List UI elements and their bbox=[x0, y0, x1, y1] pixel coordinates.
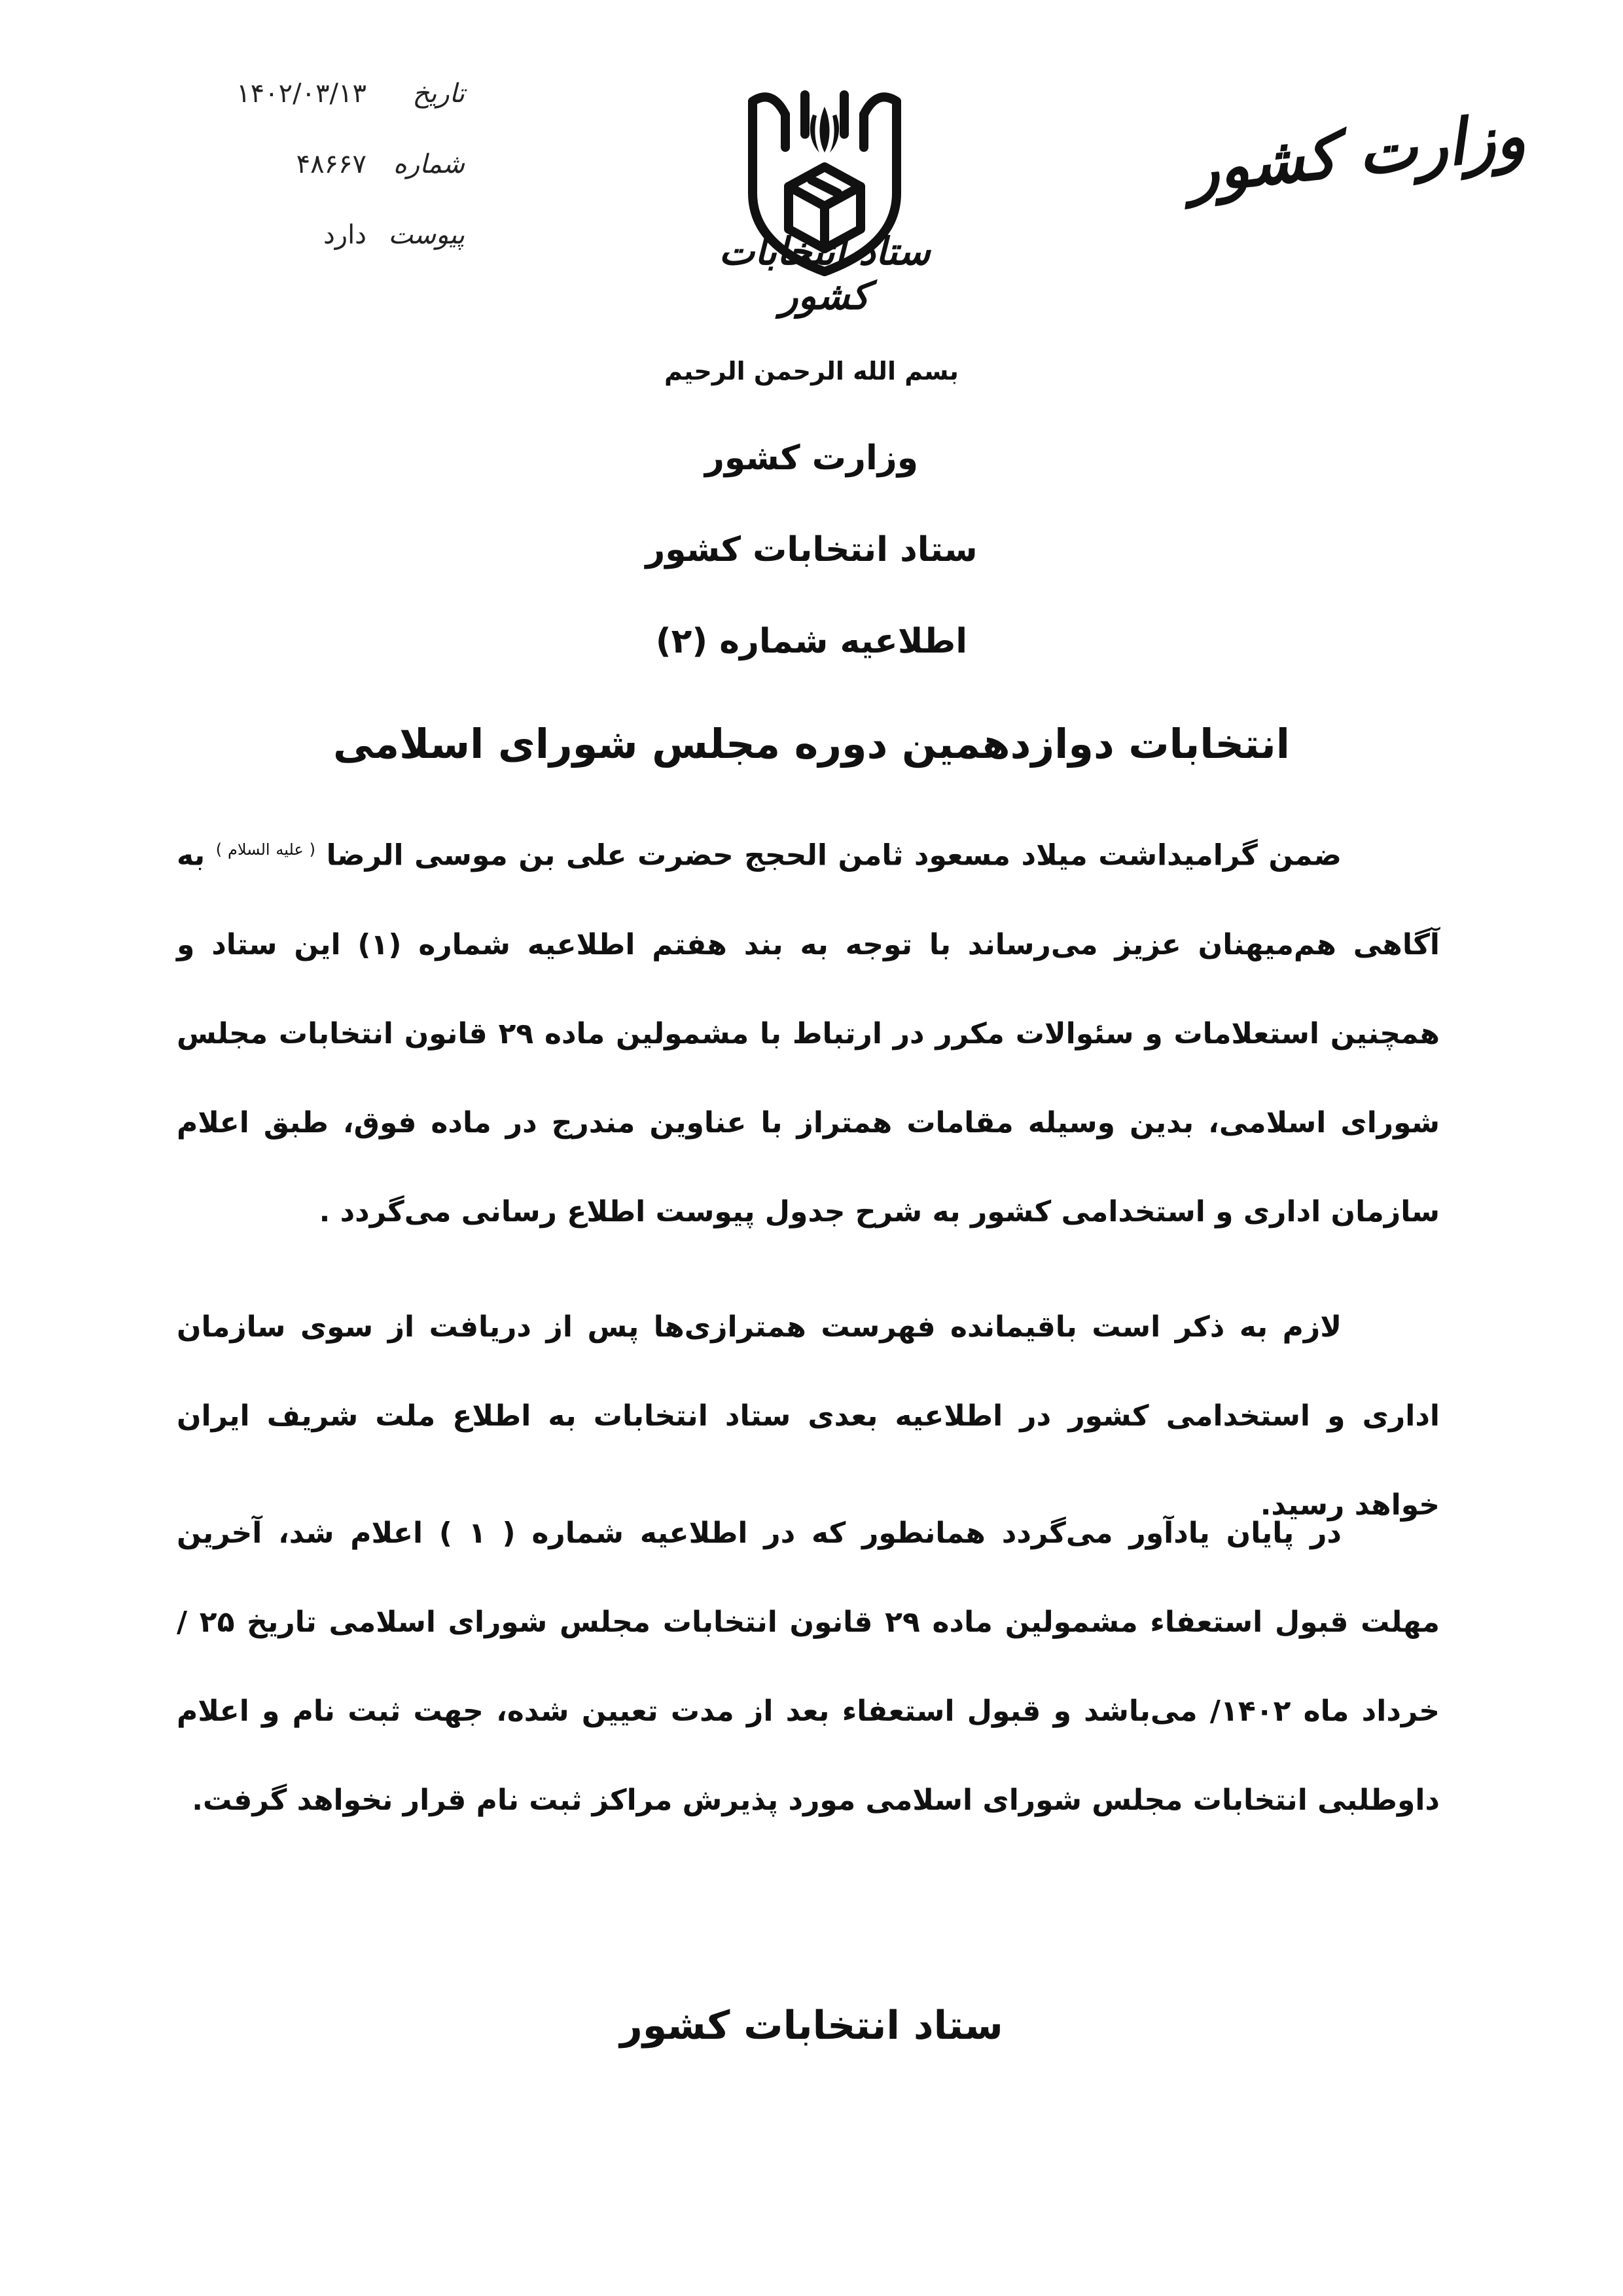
ministry-logotype: وزارت کشور bbox=[1185, 98, 1529, 207]
paragraph-3-text: در پایان یادآور می‌گردد همانطور که در اطلاعیه شماره ( ۱ ) اعلام شد، آخرین مهلت قبول استعفاء مشمولین ماده ۲۹ قانون انتخابات مجلس شورای اسلامی تاریخ ۲۵ /خرداد ماه ۱۴۰۲/ می‌باشد و قبول استعفاء بعد از مدت تعیین شده، جهت ثبت نام و اعلام داوطلبی انتخابات مجلس شورای اسلامی مورد پذیرش مراکز ثبت نام قرار نخواهد گرفت. bbox=[177, 1516, 1440, 1817]
date-value: ۱۴۰۲/۰۳/۱۳ bbox=[236, 79, 366, 109]
date-label: تاریخ bbox=[412, 79, 465, 109]
number-label: شماره bbox=[393, 149, 465, 179]
attachment-row bbox=[190, 220, 465, 291]
basmala: بسم الله الرحمن الرحیم bbox=[664, 357, 959, 386]
notice-title: انتخابات دوازدهمین دوره مجلس شورای اسلامی bbox=[332, 720, 1291, 768]
number-row bbox=[190, 149, 465, 220]
ministry-heading: وزارت کشور bbox=[704, 439, 919, 478]
paragraph-1 bbox=[177, 805, 1440, 1257]
paragraph-1-part-b: به آگاهی هم‌میهنان عزیز می‌رساند با توجه به بند هفتم اطلاعیه شماره (۱) این ستاد و همچنین استعلامات و سئوالات مکرر در ارتباط با مشمولین ماده ۲۹ قانون انتخابات مجلس شورای اسلامی، بدین وسیله مقامات همتراز با عناوین مندرج در ماده فوق، طبق اعلام سازمان اداری و استخدامی کشور به شرح جدول پیوست اطلاع رسانی می‌گردد . bbox=[177, 838, 1440, 1229]
paragraph-2-text: لازم به ذکر است باقیمانده فهرست همترازی‌ها پس از دریافت از سوی سازمان اداری و استخدامی کشور در اطلاعیه بعدی ستاد انتخابات به اطلاع ملت شریف ایران خواهد رسید. bbox=[177, 1310, 1440, 1522]
number-value: ۴۸۶۶۷ bbox=[296, 149, 366, 179]
date-row bbox=[190, 79, 465, 149]
headquarters-heading: ستاد انتخابات کشور bbox=[645, 530, 978, 569]
signature-block: ستاد انتخابات کشور bbox=[620, 2003, 1003, 2049]
attachment-label: پیوست bbox=[388, 220, 465, 250]
paragraph-3 bbox=[177, 1489, 1440, 1845]
paragraph-1-part-a: ضمن گرامیداشت میلاد مسعود ثامن الحجج حضرت علی بن موسی الرضا bbox=[326, 838, 1342, 872]
attachment-value: دارد bbox=[323, 220, 366, 250]
emblem-caption: ستاد انتخابات کشور bbox=[719, 229, 931, 318]
notice-number-heading: اطلاعیه شماره (۲) bbox=[655, 622, 968, 661]
letter-metadata bbox=[190, 79, 465, 291]
honorific: ( علیه السلام ) bbox=[215, 840, 316, 859]
